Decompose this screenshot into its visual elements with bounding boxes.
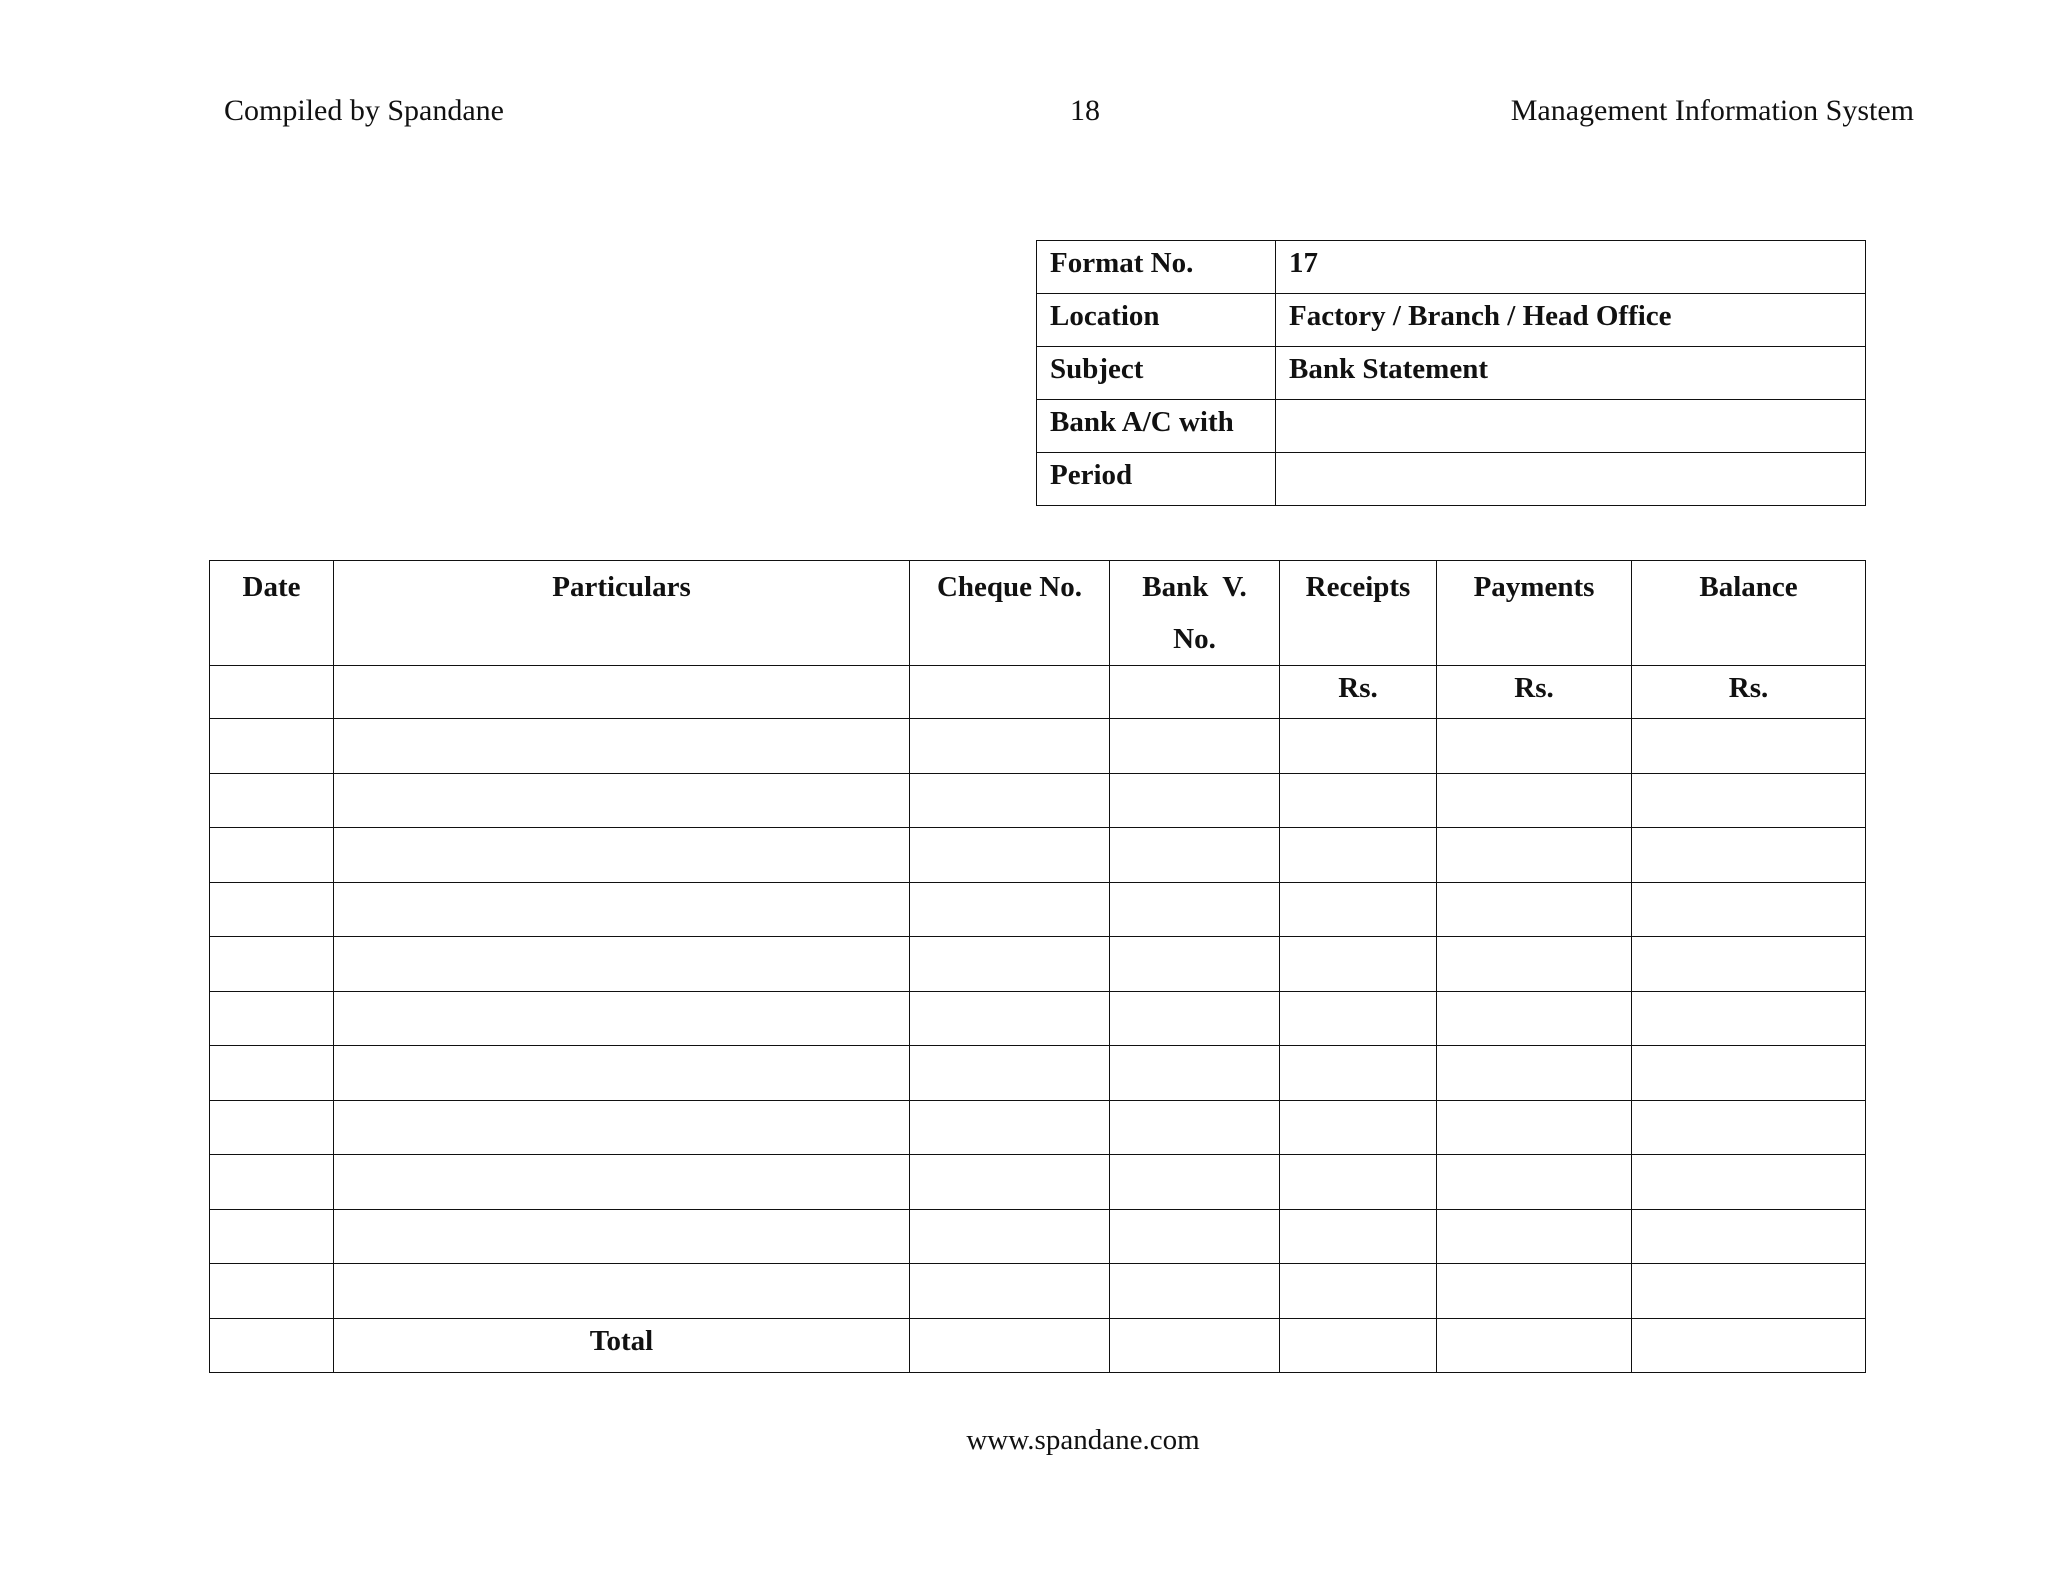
info-value [1276, 453, 1866, 506]
page-number: 18 [1070, 94, 1100, 127]
table-cell [1437, 1155, 1632, 1210]
table-cell [910, 1264, 1110, 1319]
table-cell [334, 937, 910, 992]
unit-receipts: Rs. [1280, 666, 1437, 719]
table-cell [1437, 773, 1632, 828]
table-cell [1110, 991, 1280, 1046]
table-row [210, 991, 1866, 1046]
table-cell [1280, 1318, 1437, 1373]
column-header-balance: Balance [1632, 561, 1866, 666]
table-cell [1632, 1264, 1866, 1319]
table-cell [210, 719, 334, 774]
table-cell [1437, 719, 1632, 774]
table-cell [210, 666, 334, 719]
table-cell [910, 1046, 1110, 1101]
table-cell [910, 773, 1110, 828]
table-cell [910, 991, 1110, 1046]
column-header-bank-v-no-line1: Bank V. [1142, 571, 1247, 603]
table-cell [1437, 1046, 1632, 1101]
table-cell [1437, 937, 1632, 992]
info-row-period [1037, 453, 1866, 506]
table-cell [210, 1100, 334, 1155]
header-document-title: Management Information System [1510, 94, 1914, 127]
table-cell [1110, 1318, 1280, 1373]
table-cell [1280, 882, 1437, 937]
table-cell [1280, 1046, 1437, 1101]
table-cell [210, 882, 334, 937]
table-cell [334, 1155, 910, 1210]
table-cell [210, 1318, 334, 1373]
table-cell [1632, 773, 1866, 828]
table-cell [210, 937, 334, 992]
info-label: Location [1037, 294, 1276, 347]
info-label: Format No. [1037, 241, 1276, 294]
table-cell [1110, 1100, 1280, 1155]
table-cell [1110, 666, 1280, 719]
table-cell [1632, 719, 1866, 774]
total-row [210, 1318, 1866, 1373]
bank-statement-table [209, 560, 1866, 1373]
info-row-bank-ac [1037, 400, 1866, 453]
column-header-date: Date [210, 561, 334, 666]
table-cell [910, 1209, 1110, 1264]
table-cell [334, 666, 910, 719]
header-compiled-by: Compiled by Spandane [224, 94, 504, 127]
info-label: Period [1037, 453, 1276, 506]
table-row [210, 828, 1866, 883]
table-cell [1437, 1318, 1632, 1373]
table-cell [1280, 991, 1437, 1046]
table-cell [1632, 882, 1866, 937]
table-cell [334, 773, 910, 828]
table-row [210, 882, 1866, 937]
table-row [210, 1100, 1866, 1155]
table-cell [1632, 1155, 1866, 1210]
table-cell [334, 828, 910, 883]
column-header-receipts: Receipts [1280, 561, 1437, 666]
table-row [210, 1264, 1866, 1319]
column-header-payments: Payments [1437, 561, 1632, 666]
table-cell [210, 828, 334, 883]
info-row-subject [1037, 347, 1866, 400]
table-cell [1280, 828, 1437, 883]
info-value: Factory / Branch / Head Office [1276, 294, 1866, 347]
table-cell [1280, 1264, 1437, 1319]
table-cell [910, 828, 1110, 883]
column-header-bank-v-no-line2: No. [1173, 623, 1216, 655]
table-cell [1110, 882, 1280, 937]
table-cell [1632, 1209, 1866, 1264]
table-cell [910, 1100, 1110, 1155]
table-cell [1437, 1264, 1632, 1319]
table-cell [1280, 937, 1437, 992]
table-row [210, 773, 1866, 828]
table-cell [1280, 1100, 1437, 1155]
table-cell [1280, 719, 1437, 774]
table-cell [910, 1155, 1110, 1210]
table-cell [334, 1100, 910, 1155]
table-cell [334, 991, 910, 1046]
table-cell [910, 1318, 1110, 1373]
column-header-cheque-no: Cheque No. [910, 561, 1110, 666]
table-cell [1110, 1209, 1280, 1264]
table-cell [910, 937, 1110, 992]
table-cell [1632, 1046, 1866, 1101]
table-cell [210, 1209, 334, 1264]
table-cell [910, 666, 1110, 719]
table-cell [1437, 882, 1632, 937]
unit-payments: Rs. [1437, 666, 1632, 719]
footer-website: www.spandane.com [966, 1424, 1200, 1456]
column-header-bank-v-no [1110, 561, 1280, 666]
table-cell [1632, 828, 1866, 883]
table-cell [1110, 1155, 1280, 1210]
table-cell [334, 1264, 910, 1319]
total-label: Total [334, 1318, 910, 1373]
table-row [210, 1046, 1866, 1101]
table-cell [1437, 828, 1632, 883]
table-cell [1280, 1209, 1437, 1264]
table-cell [334, 719, 910, 774]
table-row [210, 937, 1866, 992]
table-cell [1110, 1264, 1280, 1319]
info-value [1276, 400, 1866, 453]
table-cell [1110, 719, 1280, 774]
table-cell [334, 1046, 910, 1101]
table-cell [1632, 991, 1866, 1046]
table-cell [334, 882, 910, 937]
units-row [210, 666, 1866, 719]
table-cell [210, 1264, 334, 1319]
table-cell [1280, 773, 1437, 828]
format-info-table [1036, 240, 1866, 506]
table-header-row [210, 561, 1866, 666]
table-cell [1437, 1209, 1632, 1264]
table-row [210, 1155, 1866, 1210]
table-cell [210, 1155, 334, 1210]
table-cell [1632, 1100, 1866, 1155]
info-row-format-no [1037, 241, 1866, 294]
table-cell [1437, 1100, 1632, 1155]
table-cell [210, 991, 334, 1046]
info-value: 17 [1276, 241, 1866, 294]
table-row [210, 1209, 1866, 1264]
info-label: Bank A/C with [1037, 400, 1276, 453]
table-cell [1110, 828, 1280, 883]
table-cell [910, 719, 1110, 774]
table-cell [210, 773, 334, 828]
info-label: Subject [1037, 347, 1276, 400]
column-header-particulars: Particulars [334, 561, 910, 666]
info-row-location [1037, 294, 1866, 347]
table-cell [1110, 937, 1280, 992]
unit-balance: Rs. [1632, 666, 1866, 719]
table-cell [910, 882, 1110, 937]
info-value: Bank Statement [1276, 347, 1866, 400]
table-cell [1110, 1046, 1280, 1101]
table-cell [1632, 1318, 1866, 1373]
table-cell [1110, 773, 1280, 828]
table-cell [210, 1046, 334, 1101]
table-cell [1632, 937, 1866, 992]
table-row [210, 719, 1866, 774]
table-cell [1437, 991, 1632, 1046]
table-cell [334, 1209, 910, 1264]
table-cell [1280, 1155, 1437, 1210]
